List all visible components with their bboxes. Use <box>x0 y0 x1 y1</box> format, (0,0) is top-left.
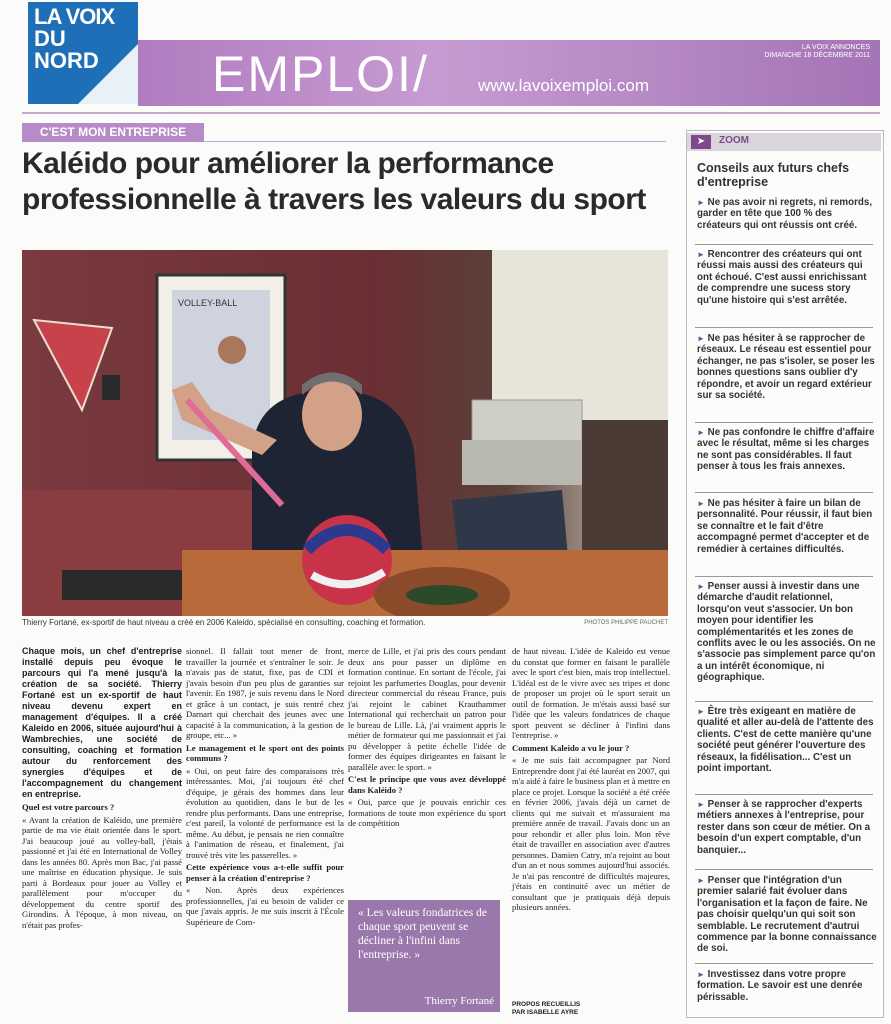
interview-question-1: Quel est votre parcours ? <box>22 802 115 812</box>
tip-divider <box>695 963 873 964</box>
tip-divider <box>695 576 873 577</box>
triangle-bullet-icon: ► <box>697 428 705 437</box>
section-banner <box>138 40 880 106</box>
byline-line-2: PAR ISABELLE AYRE <box>512 1009 579 1016</box>
zoom-tip-text: Penser aussi à investir dans une démarche d'audit relationnel, lorsqu'on veut s'associer. Un bon moyen pour identifier les complémentarités et les zones de conflits avec le ou les associés. On ne s'associe pas simplement parce qu'on a un intérêt économique, ni géographique. <box>697 581 876 684</box>
header-divider <box>22 112 880 114</box>
interview-answer-2: « Oui, on peut faire des comparaisons très intéressantes. Moi, j'ai toujours été chef d'équipe, je gérais des hommes dans leur évolution au quotidien, dans le but de les rendre plus performants. Dans une entreprise, c'est pareil, la volonté de performance est la même. Au début, je pensais ne rien connaître à l'animation de réseau, et finalement, j'ai trouvé très vite les passerelles. » <box>186 765 344 860</box>
interview-question-5: Comment Kaleido a vu le jour ? <box>512 742 630 753</box>
zoom-tip-text: Rencontrer des créateurs qui ont réussi mais aussi des créateurs qui ont échoué. C'est aussi enrichissant de comprendre une sucess story qu'une histoire qui s'est arrêtée. <box>697 249 867 306</box>
article-column-4 <box>512 646 670 915</box>
article-kicker: C'EST MON ENTREPRISE <box>22 123 204 142</box>
poster-title: VOLLEY-BALL <box>178 298 238 308</box>
tip-divider <box>695 244 873 245</box>
photo-credit: PHOTOS PHILIPPE PAUCHET <box>584 620 668 626</box>
zoom-tip-text: Penser que l'intégration d'un premier salarié fait évoluer dans l'organisation et la façon de faire. Ne pas choisir quelqu'un qui soit son semblable. Le recrutement d'autrui commence par la bonne connaissance de soi. <box>697 875 877 955</box>
zoom-sidebar <box>686 130 884 1018</box>
interview-answer-3: « Non. Après deux expériences professionnelles, j'ai eu besoin de valider ce que j'avais appris. Je me suis inscrit à l'École Supérieure de Com- <box>186 885 344 927</box>
tip-divider <box>695 869 873 870</box>
logo-slash-shape <box>78 44 138 104</box>
zoom-tip-text: Ne pas hésiter à faire un bilan de personnalité. Pour réussir, il faut bien se connaître et le fait d'être accompagné permet d'accepter et de remédier à certaines difficultés. <box>697 498 873 555</box>
logo-line-2: DU <box>34 26 66 51</box>
zoom-header <box>687 133 881 151</box>
article-lead: Chaque mois, un chef d'entreprise installé depuis peu évoque le parcours qui l'a mené jusqu'à la création de sa société. Thierry Fortané est un ex-sportif de haut niveau devenu expert en management d'équipes. Il a créé Kaleido en 2006, située aujourd'hui à Wambrechies, une société de consulting, coaching et formation autour du renforcement des synergies d'équipes et de l'accompagnement du changement en entreprise. <box>22 646 182 799</box>
article-column-2 <box>186 646 344 929</box>
section-title: EMPLOI/ <box>212 46 429 102</box>
photo-caption-block <box>22 618 668 627</box>
newspaper-logo <box>28 2 138 104</box>
edition-label: LA VOIX ANNONCES <box>801 44 870 51</box>
article-headline: Kaléido pour améliorer la performance professionnelle à travers les valeurs du sport <box>22 147 646 216</box>
photo-illustration <box>22 250 668 616</box>
triangle-bullet-icon: ► <box>697 876 705 885</box>
zoom-tip <box>697 969 877 1003</box>
zoom-tip-text: Ne pas avoir ni regrets, ni remords, garder en tête que 100 % des créateurs qui ont réussis ont créé. <box>697 197 873 231</box>
triangle-bullet-icon: ► <box>697 970 705 979</box>
triangle-bullet-icon: ► <box>697 198 705 207</box>
section-url: www.lavoixemploi.com <box>478 76 649 95</box>
interview-question-3: Cette expérience vous a-t-elle suffit pour penser à la création d'entreprise ? <box>186 862 344 883</box>
zoom-label: ZOOM <box>719 135 749 146</box>
zoom-tip-text: Ne pas hésiter à se rapprocher de réseaux. Le réseau est essentiel pour échanger, ne pas s'isoler, se poser les bonnes questions sans oublier d'y répondre, et avoir un regard extérieur sur sa société. <box>697 333 875 402</box>
article-column-3 <box>348 646 506 831</box>
zoom-tip <box>697 706 877 774</box>
tip-divider <box>695 794 873 795</box>
byline <box>512 1001 670 1017</box>
interview-answer-3-continued: merce de Lille, et j'ai pris des cours pendant deux ans pour passer un diplôme en formation continue. En sortant de l'école, j'ai rejoint les parfumeries Douglas, pour devenir directeur commercial du réseau France, puis j'ai rejoint le cabinet Krauthammer International qui recherchait un patron pour le bureau de Lille. Là, j'ai vraiment appris le métier de formateur qui me passionnait et j'ai pu développer à petite échelle l'idée de former des équipes dirigeantes en faisant le parallèle avec le sport. » <box>348 646 506 772</box>
triangle-bullet-icon: ► <box>697 250 705 259</box>
zoom-tip-text: Investissez dans votre propre formation. Le savoir est une denrée périssable. <box>697 969 863 1003</box>
edition-date: DIMANCHE 18 DÉCEMBRE 2011 <box>764 52 870 59</box>
logo-line-3: NORD <box>34 48 99 73</box>
zoom-tip <box>697 197 877 231</box>
article-column-1 <box>22 646 182 932</box>
interview-answer-5: « Je me suis fait accompagner par Nord Entreprendre dont j'ai été lauréat en 2007, qui m'a aidé à faire le business plan et à mettre en place ce projet. Lorsque la société a été créée en février 2006, j'avais déjà un carnet de clients qui me suivait et m'assuraient ma première année de travail. J'avais donc un an pour rebondir et aller plus loin. Mon rêve était de travailler en association avec d'autres personnes. Damien Catry, m'a rejoint au bout d'un an et nous sommes aujourd'hui associés. Je n'ai pas rencontré de difficultés majeures, j'étais en continuité avec un métier de consultant que je pratiquais déjà depuis plusieurs années. <box>512 755 670 912</box>
interview-question-4: C'est le principe que vous avez développé dans Kaléido ? <box>348 774 506 795</box>
pull-quote <box>348 900 500 1012</box>
tip-divider <box>695 422 873 423</box>
pull-quote-author: Thierry Fortané <box>424 995 494 1007</box>
zoom-tip-text: Ne pas confondre le chiffre d'affaire avec le résultat, même si les charges ne sont pas considérables. Il faut penser à tous les frais annexes. <box>697 427 875 473</box>
zoom-tip-text: Penser à se rapprocher d'experts métiers annexes à l'entreprise, pour rester dans son cœur de métier. On a besoin d'un expert comptable, d'un banquier... <box>697 799 871 856</box>
interview-question-2: Le management et le sport ont des points communs ? <box>186 742 344 763</box>
article-photo <box>22 250 668 616</box>
interview-answer-1: « Avant la création de Kaléido, une première partie de ma vie était orientée dans le sport. J'ai beaucoup joué au volley-ball, j'étais passionné et j'ai été en International de Volley dans les années 80. Après mon Bac, j'ai passé une maîtrise en éducation physique. Je suis parti à Bordeaux pour jouer au Volley et parallèlement pour m'occuper du développement du centre sportif des Girondins. À l'époque, à mon niveau, on n'était pas profes- <box>22 814 182 930</box>
interview-answer-4: « Oui, parce que je pouvais enrichir ces formations de toute mon expérience du sport de compétition <box>348 797 506 828</box>
zoom-tip <box>697 249 877 306</box>
triangle-bullet-icon: ► <box>697 582 705 591</box>
tip-divider <box>695 492 873 493</box>
zoom-tip <box>697 498 877 555</box>
interview-answer-1-continued: sionnel. Il fallait tout mener de front, travailler la journée et s'entraîner le soir. Je n'avais pas de statut, fixe, pas de CDI et j'avais besoin d'un peu plus de garanties sur l'avenir. En 1987, je suis revenu dans le Nord et grâce à un contact, je suis rentré chez Darnart qui cherchait des jeunes avec une capacité à la communication, à la gestion de groupe, etc... » <box>186 646 344 740</box>
zoom-tip <box>697 875 877 955</box>
zoom-tip-text: Être très exigeant en matière de qualité et aller au-delà de l'attente des clients. C'est de cette manière qu'une société peut générer l'ouverture des réseaux, la fidélisation... C'est un point important. <box>697 706 874 775</box>
zoom-tip <box>697 581 877 684</box>
triangle-bullet-icon: ► <box>697 499 705 508</box>
zoom-tip <box>697 333 877 401</box>
zoom-tip <box>697 427 877 473</box>
tip-divider <box>695 327 873 328</box>
triangle-bullet-icon: ► <box>697 707 705 716</box>
tip-divider <box>695 701 873 702</box>
kicker-rule <box>204 141 666 142</box>
triangle-bullet-icon: ► <box>697 334 705 343</box>
arrow-right-icon: ➤ <box>691 135 711 149</box>
byline-line-1: PROPOS RECUEILLIS <box>512 1001 581 1008</box>
photo-caption: Thierry Fortané, ex-sportif de haut niveau a créé en 2006 Kaleido, spécialisé en consulting, coaching et formation. <box>22 618 426 627</box>
interview-answer-4-continued: de haut niveau. L'idée de Kaleido est venue du constat que former en faisant le parallèle avec le sport c'est bien, mais trop intellectuel. L'idéal est de le vivre avec ses tripes et donc de proposer un projet où le sport serait un outil de formation. Je m'étais aussi basé sur l'idée que les valeurs fondatrices de chaque sport peuvent se décliner à l'infini dans l'entreprise. » <box>512 646 670 740</box>
zoom-tip <box>697 799 877 856</box>
logo-line-1: LA VOIX <box>34 4 115 29</box>
triangle-bullet-icon: ► <box>697 800 705 809</box>
pull-quote-text: « Les valeurs fondatrices de chaque sport peuvent se décliner à l'infini dans l'entreprise. » <box>358 907 488 961</box>
zoom-title: Conseils aux futurs chefs d'entreprise <box>697 161 850 189</box>
